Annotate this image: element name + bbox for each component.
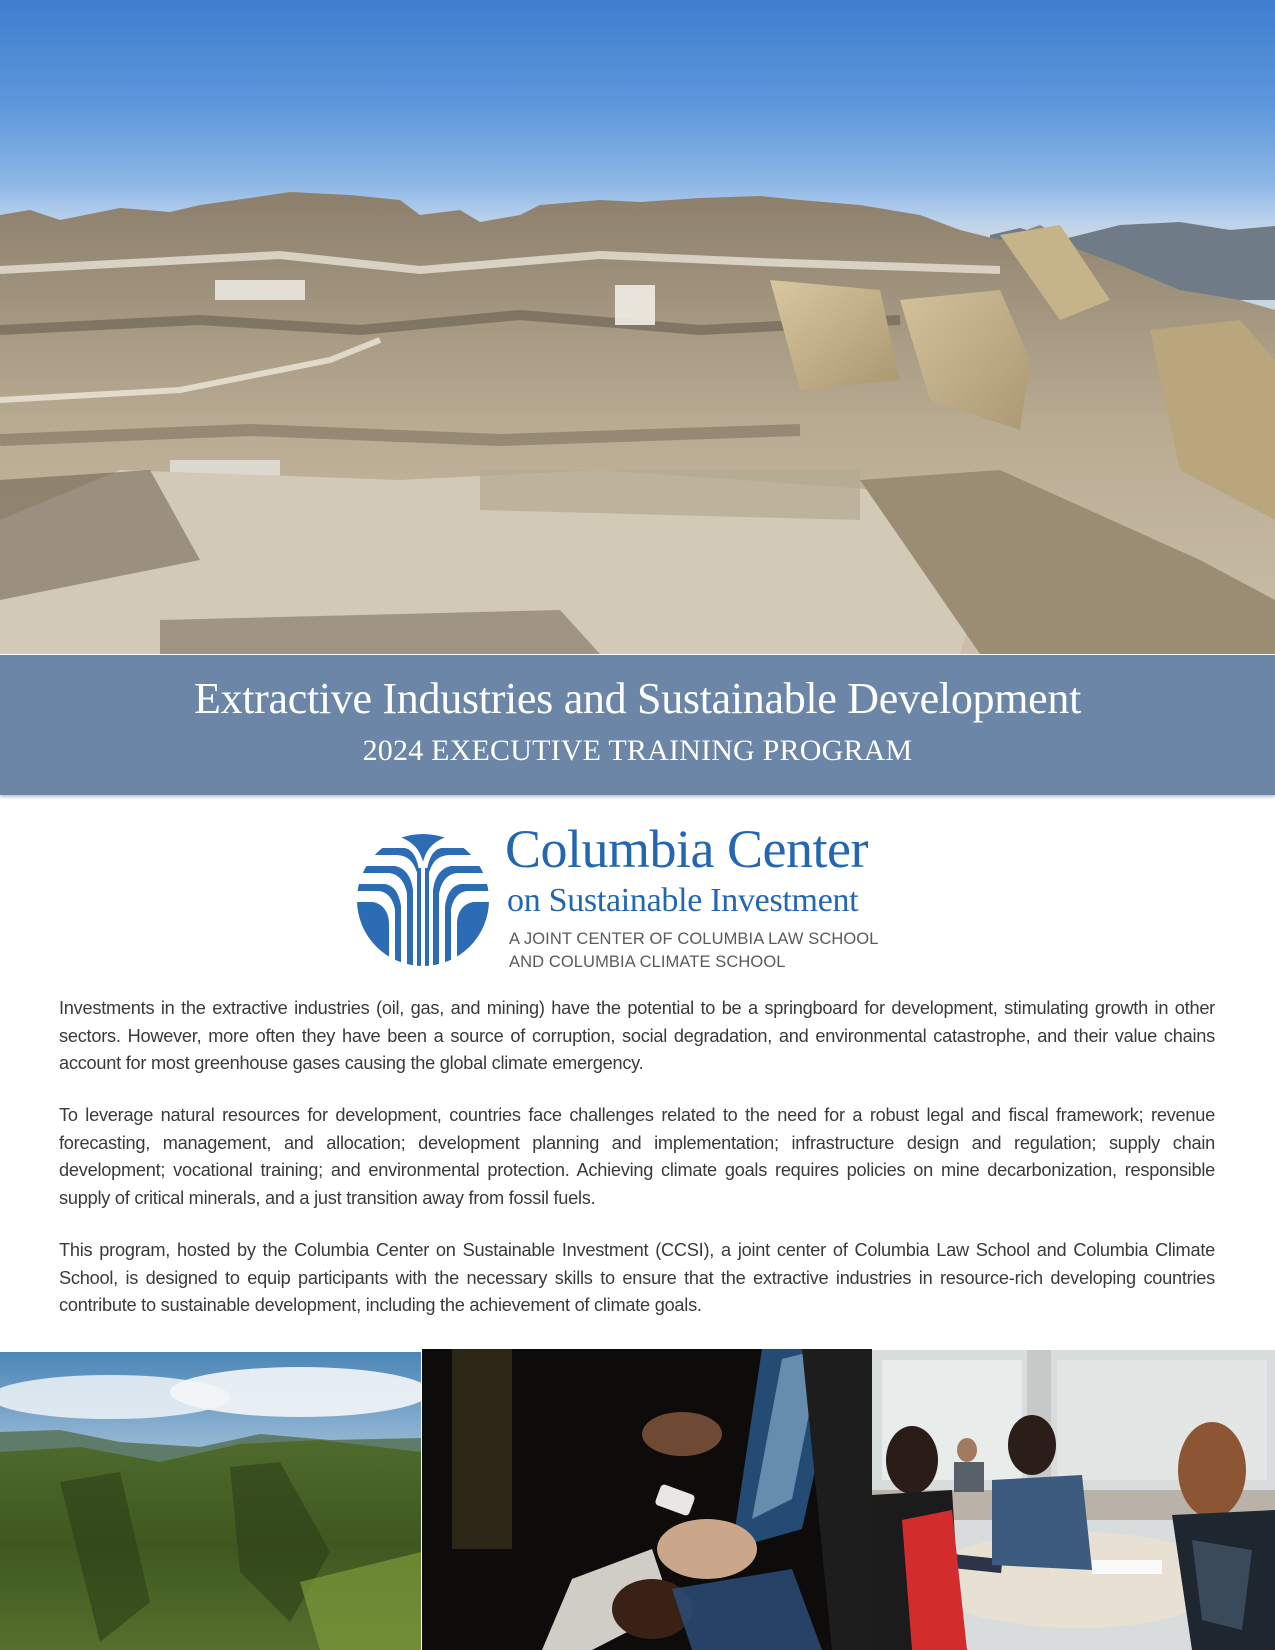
- ccsi-fountain-emblem-icon: [353, 828, 493, 968]
- ccsi-logo: [353, 819, 933, 978]
- quarry-landscape-illustration: [0, 0, 1275, 654]
- program-subtitle: 2024 EXECUTIVE TRAINING PROGRAM: [362, 734, 913, 767]
- green-mountains-illustration: [0, 1352, 421, 1650]
- program-description-paragraph: This program, hosted by the Columbia Center on Sustainable Investment (CCSI), a joint center of Columbia Law School and Columbia Climate School, is designed to equip participants with the necessary skills to ensure that the extractive industries in resource-rich developing countries contribute to sustainable development, including the achievement of climate goals.: [59, 1240, 1215, 1315]
- logo-tagline-line2: AND COLUMBIA CLIMATE SCHOOL: [509, 953, 786, 971]
- hero-quarry-photo: [0, 0, 1275, 654]
- program-title: Extractive Industries and Sustainable Development: [193, 674, 1082, 723]
- intro-paragraph: Investments in the extractive industries (oil, gas, and mining) have the potential to be a springboard for development, stimulating growth in other sectors. However, more often they have been a source of corruption, social degradation, and environmental catastrophe, and their value chains account for most greenhouse gases causing the global climate emergency.: [59, 998, 1215, 1073]
- note-taking-photo: [422, 1349, 872, 1650]
- women-meeting-illustration: [872, 1350, 1275, 1650]
- logo-tagline-line1: A JOINT CENTER OF COLUMBIA LAW SCHOOL: [509, 930, 879, 948]
- challenges-paragraph: To leverage natural resources for development, countries face challenges related to the need for a robust legal and fiscal framework; revenue forecasting, management, and allocation; development planning and implementation; infrastructure design and regulation; supply chain development; vocational training; and environmental protection. Achieving climate goals requires policies on mine decarbonization, responsible supply of critical minerals, and a just transition away from fossil fuels.: [59, 1105, 1215, 1208]
- logo-name-line2: on Sustainable Investment: [507, 882, 859, 919]
- mountains-photo: [0, 1352, 421, 1650]
- group-meeting-photo: [872, 1350, 1275, 1650]
- title-banner: [0, 655, 1275, 795]
- participants-taking-notes-illustration: [422, 1349, 872, 1650]
- logo-name-line1: Columbia Center: [505, 819, 868, 879]
